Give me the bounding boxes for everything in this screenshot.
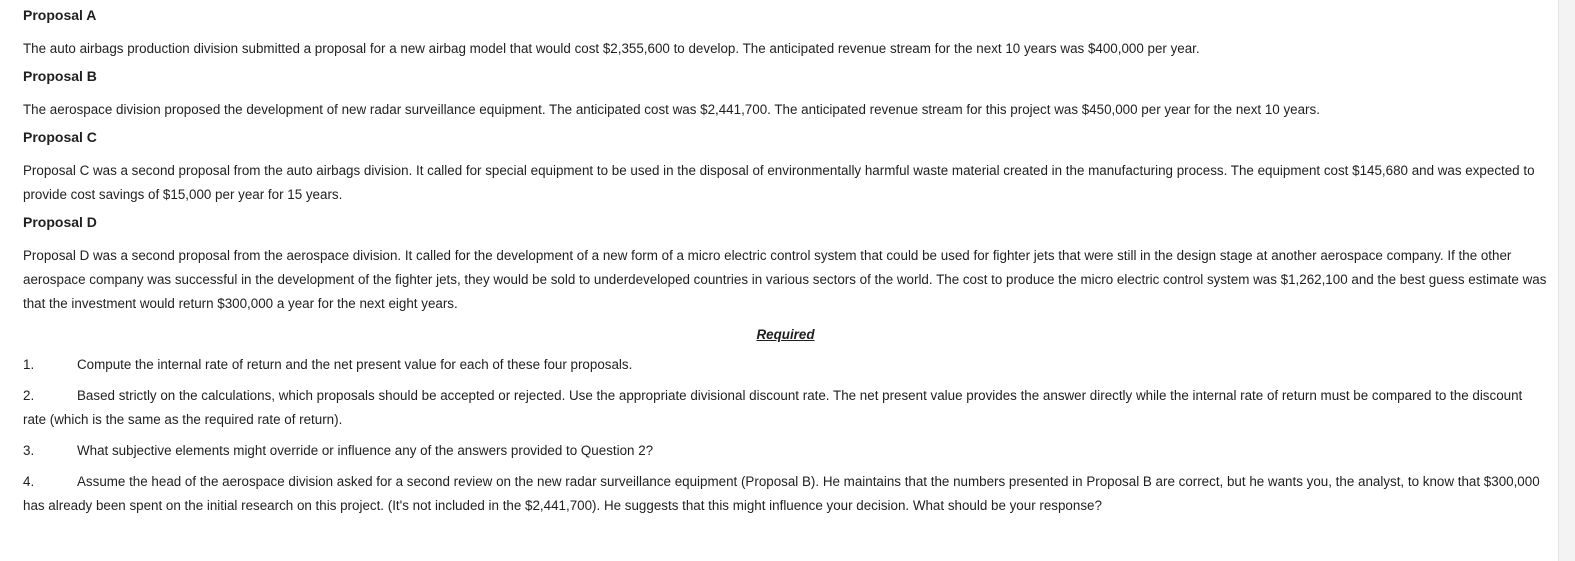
proposal-a-section (23, 7, 1548, 61)
required-item-number: 3. (23, 443, 35, 458)
proposal-d-text: Proposal D was a second proposal from the aerospace division. It called for the development of a new form of a micro electric control system that could be used for fighter jets that were still in the design stage at another aerospace company. If the other aerospace company was successful in the development of the fighter jets, they would be sold to underdeveloped countries in various sectors of the world. The cost to produce the micro electric control system was $1,262,100 and the best guess estimate was that the investment would return $300,000 a year for the next eight years. (23, 248, 1547, 311)
proposal-a-text: The auto airbags production division submitted a proposal for a new airbag model that would cost $2,355,600 to develop. The anticipated revenue stream for the next 10 years was $400,000 per year. (23, 41, 1200, 56)
proposal-a-heading: Proposal A (23, 7, 97, 23)
required-list (23, 353, 1548, 518)
proposal-c-heading: Proposal C (23, 129, 97, 145)
required-item-number: 1. (23, 357, 35, 372)
required-item-1 (23, 353, 1548, 377)
proposal-d-heading: Proposal D (23, 214, 97, 230)
required-item-text: Assume the head of the aerospace division asked for a second review on the new radar surveillance equipment (Proposal B). He maintains that the numbers presented in Proposal B are correct, but he wants you, the analyst, to know that $300,000 has already been spent on the initial research on this project. (It's not included in the $2,441,700). He suggests that this might influence your decision. What should be your response? (23, 474, 1540, 513)
required-item-number: 4. (23, 474, 35, 489)
proposal-d-section (23, 214, 1548, 316)
proposal-b-heading: Proposal B (23, 68, 97, 84)
proposal-b-section (23, 68, 1548, 122)
proposal-c-section (23, 129, 1548, 207)
scrollbar-track[interactable] (1559, 0, 1575, 561)
required-item-number: 2. (23, 388, 35, 403)
required-item-text: Compute the internal rate of return and the net present value for each of these four proposals. (77, 357, 633, 372)
required-item-3 (23, 439, 1548, 463)
required-item-4 (23, 470, 1548, 518)
required-section (23, 326, 1548, 518)
required-item-text: Based strictly on the calculations, which proposals should be accepted or rejected. Use the appropriate divisional discount rate. The net present value provides the answer directly while the internal rate of return must be compared to the discount rate (which is the same as the required rate of return). (23, 388, 1523, 427)
required-heading: Required (756, 327, 815, 342)
proposal-c-text: Proposal C was a second proposal from the auto airbags division. It called for special equipment to be used in the disposal of environmentally harmful waste material created in the manufacturing process. The equipment cost $145,680 and was expected to provide cost savings of $15,000 per year for 15 years. (23, 163, 1535, 202)
required-item-2 (23, 384, 1548, 432)
required-item-text: What subjective elements might override or influence any of the answers provided to Question 2? (77, 443, 654, 458)
proposal-b-text: The aerospace division proposed the development of new radar surveillance equipment. The anticipated cost was $2,441,700. The anticipated revenue stream for this project was $450,000 per year for the next 10 years. (23, 102, 1320, 117)
